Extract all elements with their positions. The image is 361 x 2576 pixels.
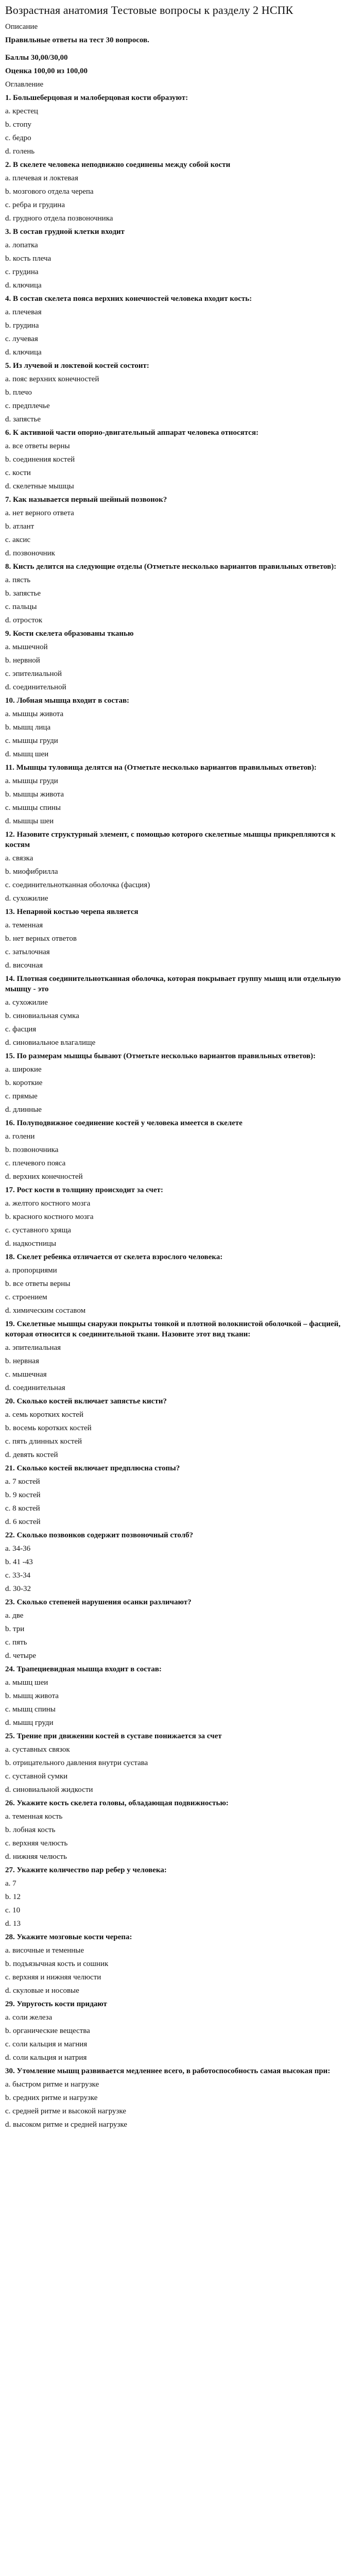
answer-option: b. 9 костей: [5, 1491, 41, 1499]
answer-option: b. мозгового отдела черепа: [5, 188, 94, 196]
answer-option: c. верхняя и нижняя челюсти: [5, 1973, 101, 1981]
answer-option: d. 30-32: [5, 1585, 31, 1593]
answer-option: a. теменная: [5, 921, 43, 929]
answer-option: b. нет верных ответов: [5, 935, 77, 943]
answer-option: d. скуловые и носовые: [5, 1987, 79, 1995]
question-block: [5, 1798, 356, 1862]
answer-option: b. органические вещества: [5, 2027, 90, 2035]
answer-option: c. верхняя челюсть: [5, 1839, 68, 1848]
question-title: 7. Как называется первый шейный позвонок?: [5, 496, 167, 504]
answer-option: c. аксис: [5, 536, 31, 544]
answer-option: c. плечевого пояса: [5, 1159, 66, 1167]
question-block: [5, 1530, 356, 1594]
answer-option: b. 41 -43: [5, 1558, 33, 1566]
answer-option: a. суставных связок: [5, 1745, 70, 1754]
answer-option: a. мышцы груди: [5, 777, 58, 785]
question-block: [5, 1051, 356, 1115]
answer-option: a. 7 костей: [5, 1478, 40, 1486]
answer-option: a. мышечной: [5, 643, 48, 651]
answer-option: a. пропорциями: [5, 1266, 57, 1275]
question-block: [5, 696, 356, 759]
answer-option: d. мышцы шеи: [5, 817, 54, 825]
answer-option: d. надкостницы: [5, 1240, 57, 1248]
answer-option: c. суставной сумки: [5, 1772, 68, 1781]
answer-option: c. эпителиальной: [5, 670, 62, 678]
question-title: 20. Сколько костей включает запястье кисти?: [5, 1397, 167, 1405]
question-title: 24. Трапециевидная мышца входит в состав:: [5, 1665, 162, 1673]
answer-option: d. ключица: [5, 281, 42, 290]
answer-option: b. мышцы живота: [5, 790, 64, 799]
answer-option: b. средних ритме и нагрузке: [5, 2094, 98, 2102]
answer-option: c. соединительнотканная оболочка (фасция): [5, 881, 150, 889]
answer-option: c. прямые: [5, 1092, 38, 1100]
answer-option: d. химическим составом: [5, 1307, 86, 1315]
answer-option: a. крестец: [5, 107, 38, 115]
answer-option: b. запястье: [5, 589, 41, 598]
answer-option: a. плечевая и локтевая: [5, 174, 78, 182]
question-block: [5, 93, 356, 157]
question-title: 10. Лобная мышца входит в состав:: [5, 697, 130, 705]
answer-option: a. быстром ритме и нагрузке: [5, 2080, 99, 2089]
score-text: Баллы 30,00/30,00: [5, 54, 68, 62]
answer-option: d. запястье: [5, 415, 41, 423]
question-block: [5, 1185, 356, 1249]
answer-option: c. строением: [5, 1293, 47, 1301]
question-block: [5, 1118, 356, 1182]
question-title: 30. Утомление мышц развивается медленнее всего, в работоспособность самая высокая при:: [5, 2067, 331, 2075]
answer-option: d. мышц шеи: [5, 750, 49, 758]
answer-option: b. кость плеча: [5, 255, 51, 263]
answer-option: c. мышц спины: [5, 1705, 56, 1714]
answer-option: b. стопу: [5, 121, 32, 129]
answer-option: d. соли кальция и натрия: [5, 2054, 87, 2062]
answer-option: b. все ответы верны: [5, 1280, 71, 1288]
answer-option: c. предплечье: [5, 402, 50, 410]
question-title: 17. Рост кости в толщину происходит за счет:: [5, 1186, 163, 1194]
question-block: [5, 562, 356, 625]
question-block: [5, 428, 356, 492]
answer-option: a. нет верного ответа: [5, 509, 74, 517]
question-title: 3. В состав грудной клетки входит: [5, 228, 125, 236]
question-block: [5, 762, 356, 826]
page-title: Возрастная анатомия Тестовые вопросы к разделу 2 НСПК: [5, 4, 294, 16]
answer-option: b. подъязычная кость и сошник: [5, 1960, 109, 1968]
answer-option: d. синовиальной жидкости: [5, 1786, 93, 1794]
answer-option: b. плечо: [5, 388, 32, 397]
answer-option: d. скелетные мышцы: [5, 482, 74, 490]
question-title: 18. Скелет ребенка отличается от скелета взрослого человека:: [5, 1253, 223, 1261]
question-title: 28. Укажите мозговые кости черепа:: [5, 1933, 132, 1941]
question-title: 19. Скелетные мышцы снаружи покрыты тонкой и плотной волокнистой оболочкой – фасцией, которая относится к соединительной ткани. Назовите этот вид ткани:: [5, 1320, 341, 1338]
answer-option: d. сухожилие: [5, 894, 48, 903]
answer-option: d. длинные: [5, 1106, 42, 1114]
answer-option: b. синовиальная сумка: [5, 1012, 79, 1020]
answer-option: c. мышцы спины: [5, 804, 61, 812]
answer-option: a. теменная кость: [5, 1812, 63, 1821]
question-block: [5, 1865, 356, 1929]
answer-option: d. височная: [5, 961, 43, 970]
answer-option: a. лопатка: [5, 241, 38, 249]
question-title: 15. По размерам мышцы бывают (Отметьте несколько вариантов правильных ответов):: [5, 1052, 316, 1060]
answer-option: a. 7: [5, 1879, 16, 1888]
correct-answers-note: Правильные ответы на тест 30 вопросов.: [5, 36, 149, 44]
answer-option: d. голень: [5, 147, 35, 156]
answer-option: c. лучевая: [5, 335, 38, 343]
question-title: 23. Сколько степеней нарушения осанки различают?: [5, 1598, 192, 1606]
question-block: [5, 1932, 356, 1996]
question-title: 14. Плотная соединительнотканная оболочка, которая покрывает группу мышц или отдельную мышцу - это: [5, 975, 341, 993]
question-title: 21. Сколько костей включает предплюсна стопы?: [5, 1464, 180, 1472]
answer-option: d. позвоночник: [5, 549, 55, 557]
answer-option: d. ключица: [5, 348, 42, 357]
question-title: 9. Кости скелета образованы тканью: [5, 630, 134, 638]
answer-option: c. 8 костей: [5, 1504, 40, 1513]
question-title: 13. Непарной костью черепа является: [5, 908, 139, 916]
answer-option: a. широкие: [5, 1065, 42, 1074]
question-block: [5, 1319, 356, 1393]
answer-option: a. пояс верхних конечностей: [5, 375, 99, 383]
question-block: [5, 907, 356, 971]
answer-option: b. позвоночника: [5, 1146, 59, 1154]
answer-option: d. четыре: [5, 1652, 36, 1660]
answer-option: c. фасция: [5, 1025, 37, 1033]
answer-option: b. восемь коротких костей: [5, 1424, 92, 1432]
question-block: [5, 1664, 356, 1728]
answer-option: a. голени: [5, 1132, 35, 1141]
answer-option: c. затылочная: [5, 948, 50, 956]
answer-option: c. бедро: [5, 134, 31, 142]
question-title: 29. Упругость кости придают: [5, 2000, 107, 2008]
answer-option: a. связка: [5, 854, 33, 862]
answer-option: b. красного костного мозга: [5, 1213, 94, 1221]
question-block: [5, 361, 356, 425]
question-title: 27. Укажите количество пар ребер у человека:: [5, 1866, 167, 1874]
answer-option: b. 12: [5, 1893, 21, 1901]
answer-option: a. соли железа: [5, 2013, 53, 2022]
answer-option: a. пясть: [5, 576, 31, 584]
answer-option: d. синовиальное влагалище: [5, 1039, 96, 1047]
question-block: [5, 2066, 356, 2130]
answer-option: c. 33-34: [5, 1571, 31, 1580]
answer-option: d. мышц груди: [5, 1719, 54, 1727]
answer-option: a. височные и теменные: [5, 1946, 84, 1955]
grade-text: Оценка 100,00 из 100,00: [5, 67, 88, 75]
description-label: Описание: [5, 23, 38, 31]
question-block: [5, 294, 356, 358]
answer-option: c. мышцы груди: [5, 737, 58, 745]
answer-option: a. мышцы живота: [5, 710, 64, 718]
answer-option: d. соединительная: [5, 1384, 65, 1392]
question-title: 5. Из лучевой и локтевой костей состоит:: [5, 362, 149, 370]
question-title: 25. Трение при движении костей в суставе понижается за счет: [5, 1732, 222, 1740]
answer-option: d. девять костей: [5, 1451, 58, 1459]
answer-option: a. две: [5, 1612, 24, 1620]
answer-option: c. соли кальция и магния: [5, 2040, 88, 2048]
question-block: [5, 1396, 356, 1460]
answer-option: c. пальцы: [5, 603, 37, 611]
answer-option: c. суставного хряща: [5, 1226, 71, 1234]
answer-option: b. короткие: [5, 1079, 43, 1087]
answer-option: c. 10: [5, 1906, 21, 1914]
answer-option: a. семь коротких костей: [5, 1411, 83, 1419]
answer-option: d. верхних конечностей: [5, 1173, 83, 1181]
question-title: 1. Большеберцовая и малоберцовая кости образуют:: [5, 94, 188, 102]
question-title: 26. Укажите кость скелета головы, обладающая подвижностью:: [5, 1799, 229, 1807]
answer-option: d. 13: [5, 1920, 21, 1928]
answer-option: c. грудина: [5, 268, 39, 276]
answer-option: d. грудного отдела позвоночника: [5, 214, 113, 223]
answer-option: b. миофибрилла: [5, 868, 58, 876]
question-block: [5, 974, 356, 1048]
answer-option: a. 34-36: [5, 1545, 31, 1553]
answer-option: a. эпителиальная: [5, 1344, 61, 1352]
question-title: 6. К активной части опорно-двигательный аппарат человека относятся:: [5, 429, 259, 437]
answer-option: b. лобная кость: [5, 1826, 56, 1834]
answer-option: b. мышц живота: [5, 1692, 59, 1700]
answer-option: c. ребра и грудина: [5, 201, 65, 209]
answer-option: b. соединения костей: [5, 455, 75, 464]
question-title: 8. Кисть делится на следующие отделы (Отметьте несколько вариантов правильных ответов):: [5, 563, 337, 571]
answer-option: d. высоком ритме и средней нагрузке: [5, 2121, 127, 2129]
question-list: [5, 93, 356, 2130]
answer-option: c. кости: [5, 469, 31, 477]
answer-option: c. средней ритме и высокой нагрузке: [5, 2107, 126, 2115]
answer-option: d. отросток: [5, 616, 43, 624]
question-title: 11. Мышцы туловища делятся на (Отметьте несколько вариантов правильных ответов):: [5, 764, 317, 772]
question-title: 16. Полуподвижное соединение костей у человека имеется в скелете: [5, 1119, 243, 1127]
answer-option: a. сухожилие: [5, 998, 48, 1007]
question-title: 2. В скелете человека неподвижно соединены между собой кости: [5, 161, 231, 169]
answer-option: c. пять длинных костей: [5, 1437, 82, 1446]
question-block: [5, 1999, 356, 2063]
question-block: [5, 829, 356, 904]
question-block: [5, 160, 356, 224]
answer-option: a. все ответы верны: [5, 442, 70, 450]
answer-option: b. нервной: [5, 656, 40, 665]
answer-option: b. мышц лица: [5, 723, 51, 732]
question-block: [5, 495, 356, 558]
question-block: [5, 1731, 356, 1795]
answer-option: b. атлант: [5, 522, 35, 531]
answer-option: b. три: [5, 1625, 25, 1633]
question-block: [5, 1252, 356, 1316]
question-block: [5, 1463, 356, 1527]
answer-option: a. желтого костного мозга: [5, 1199, 91, 1208]
answer-option: a. мышц шеи: [5, 1679, 48, 1687]
answer-option: b. грудина: [5, 321, 39, 330]
question-block: [5, 629, 356, 692]
question-title: 4. В состав скелета пояса верхних конечностей человека входит кость:: [5, 295, 252, 303]
question-block: [5, 227, 356, 291]
answer-option: b. нервная: [5, 1357, 39, 1365]
answer-option: d. соединительной: [5, 683, 66, 691]
answer-option: b. отрицательного давления внутри сустава: [5, 1759, 148, 1767]
table-of-contents-label: Оглавление: [5, 80, 44, 89]
answer-option: a. плечевая: [5, 308, 42, 316]
answer-option: d. нижняя челюсть: [5, 1853, 67, 1861]
answer-option: d. 6 костей: [5, 1518, 41, 1526]
question-title: 12. Назовите структурный элемент, с помощью которого скелетные мышцы прикрепляются к костям: [5, 831, 336, 849]
question-block: [5, 1597, 356, 1661]
answer-option: c. пять: [5, 1638, 27, 1647]
answer-option: c. мышечная: [5, 1370, 47, 1379]
question-title: 22. Сколько позвонков содержит позвоночный столб?: [5, 1531, 193, 1539]
